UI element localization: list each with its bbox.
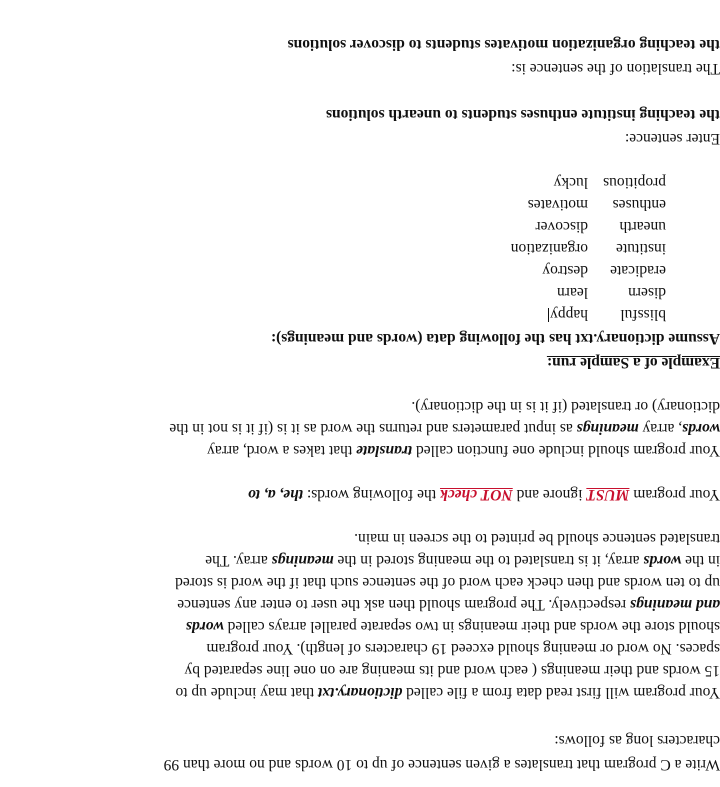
dictionary-entry: unearthdiscover — [535, 218, 666, 235]
must-emphasis: MUST — [586, 486, 630, 503]
para1-line-5: and meanings respectively. The program should then ask the user to enter any sentence — [177, 596, 720, 613]
ignored-words: the, a, to — [247, 486, 304, 503]
dictionary-entry: eradicatedestroy — [542, 262, 666, 279]
translated-sentence: the teaching organization motivates students to discover solutions — [287, 36, 720, 53]
para1-line-7: in the words array, it is translated to the meaning stored in the meanings array. The — [205, 552, 720, 569]
input-sentence: the teaching institute enthuses students to unearth solutions — [325, 106, 720, 123]
para1-line-3: spaces. No word or meaning should exceed 19 characters of length). Your program — [206, 640, 720, 657]
intro-line-2: characters long as follows: — [554, 732, 720, 749]
dictionary-filename: dictionary.txt — [317, 684, 403, 701]
ignore-words-line: Your program MUST ignore and NOT check the following words: the, a, to — [247, 486, 720, 503]
text-cursor — [548, 308, 549, 322]
intro-line-1: Write a C program that translates a given sentence of up to 10 words and no more than 99 — [163, 756, 720, 773]
example-heading: Example of a Sample run: — [546, 354, 720, 371]
enter-sentence-prompt: Enter sentence: — [624, 130, 720, 147]
translate-function-name: translate — [356, 442, 413, 459]
para1-line-8: translated sentence should be printed to the screen in main. — [354, 530, 720, 547]
dictionary-entry: propitiouslucky — [553, 174, 666, 191]
para1-line-1: Your program will first read data from a file called dictionary.txt that may include up to — [175, 684, 720, 701]
para1-line-2: 15 words and their meanings ( each word and its meaning are on one line separated by — [184, 662, 720, 679]
translation-label: The translation of the sentence is: — [511, 60, 720, 77]
dictionary-entry: instituteorganization — [510, 240, 666, 257]
para3-line-3: dictionary) or translated (if it is in the dictionary). — [411, 398, 720, 415]
not-check-emphasis: NOT check — [439, 486, 513, 503]
dictionary-entry: blissfulhappy — [550, 306, 666, 323]
para1-line-4: should store the words and their meanings in two separate parallel arrays called words — [185, 618, 720, 635]
assume-line: Assume dictionary.txt has the following data (words and meanings): — [270, 330, 720, 347]
dictionary-entry: disernlearn — [557, 284, 666, 301]
para3-line-1: Your program should include one function called translate that takes a word, array — [207, 442, 720, 459]
para1-line-6: up to ten words and then check each word of the sentence such that if the word is stored — [175, 574, 720, 591]
para3-line-2: words, array meanings as input parameters and returns the word as it is (if it is not in the — [169, 420, 720, 437]
dictionary-entry: enthusesmotivates — [527, 196, 666, 213]
